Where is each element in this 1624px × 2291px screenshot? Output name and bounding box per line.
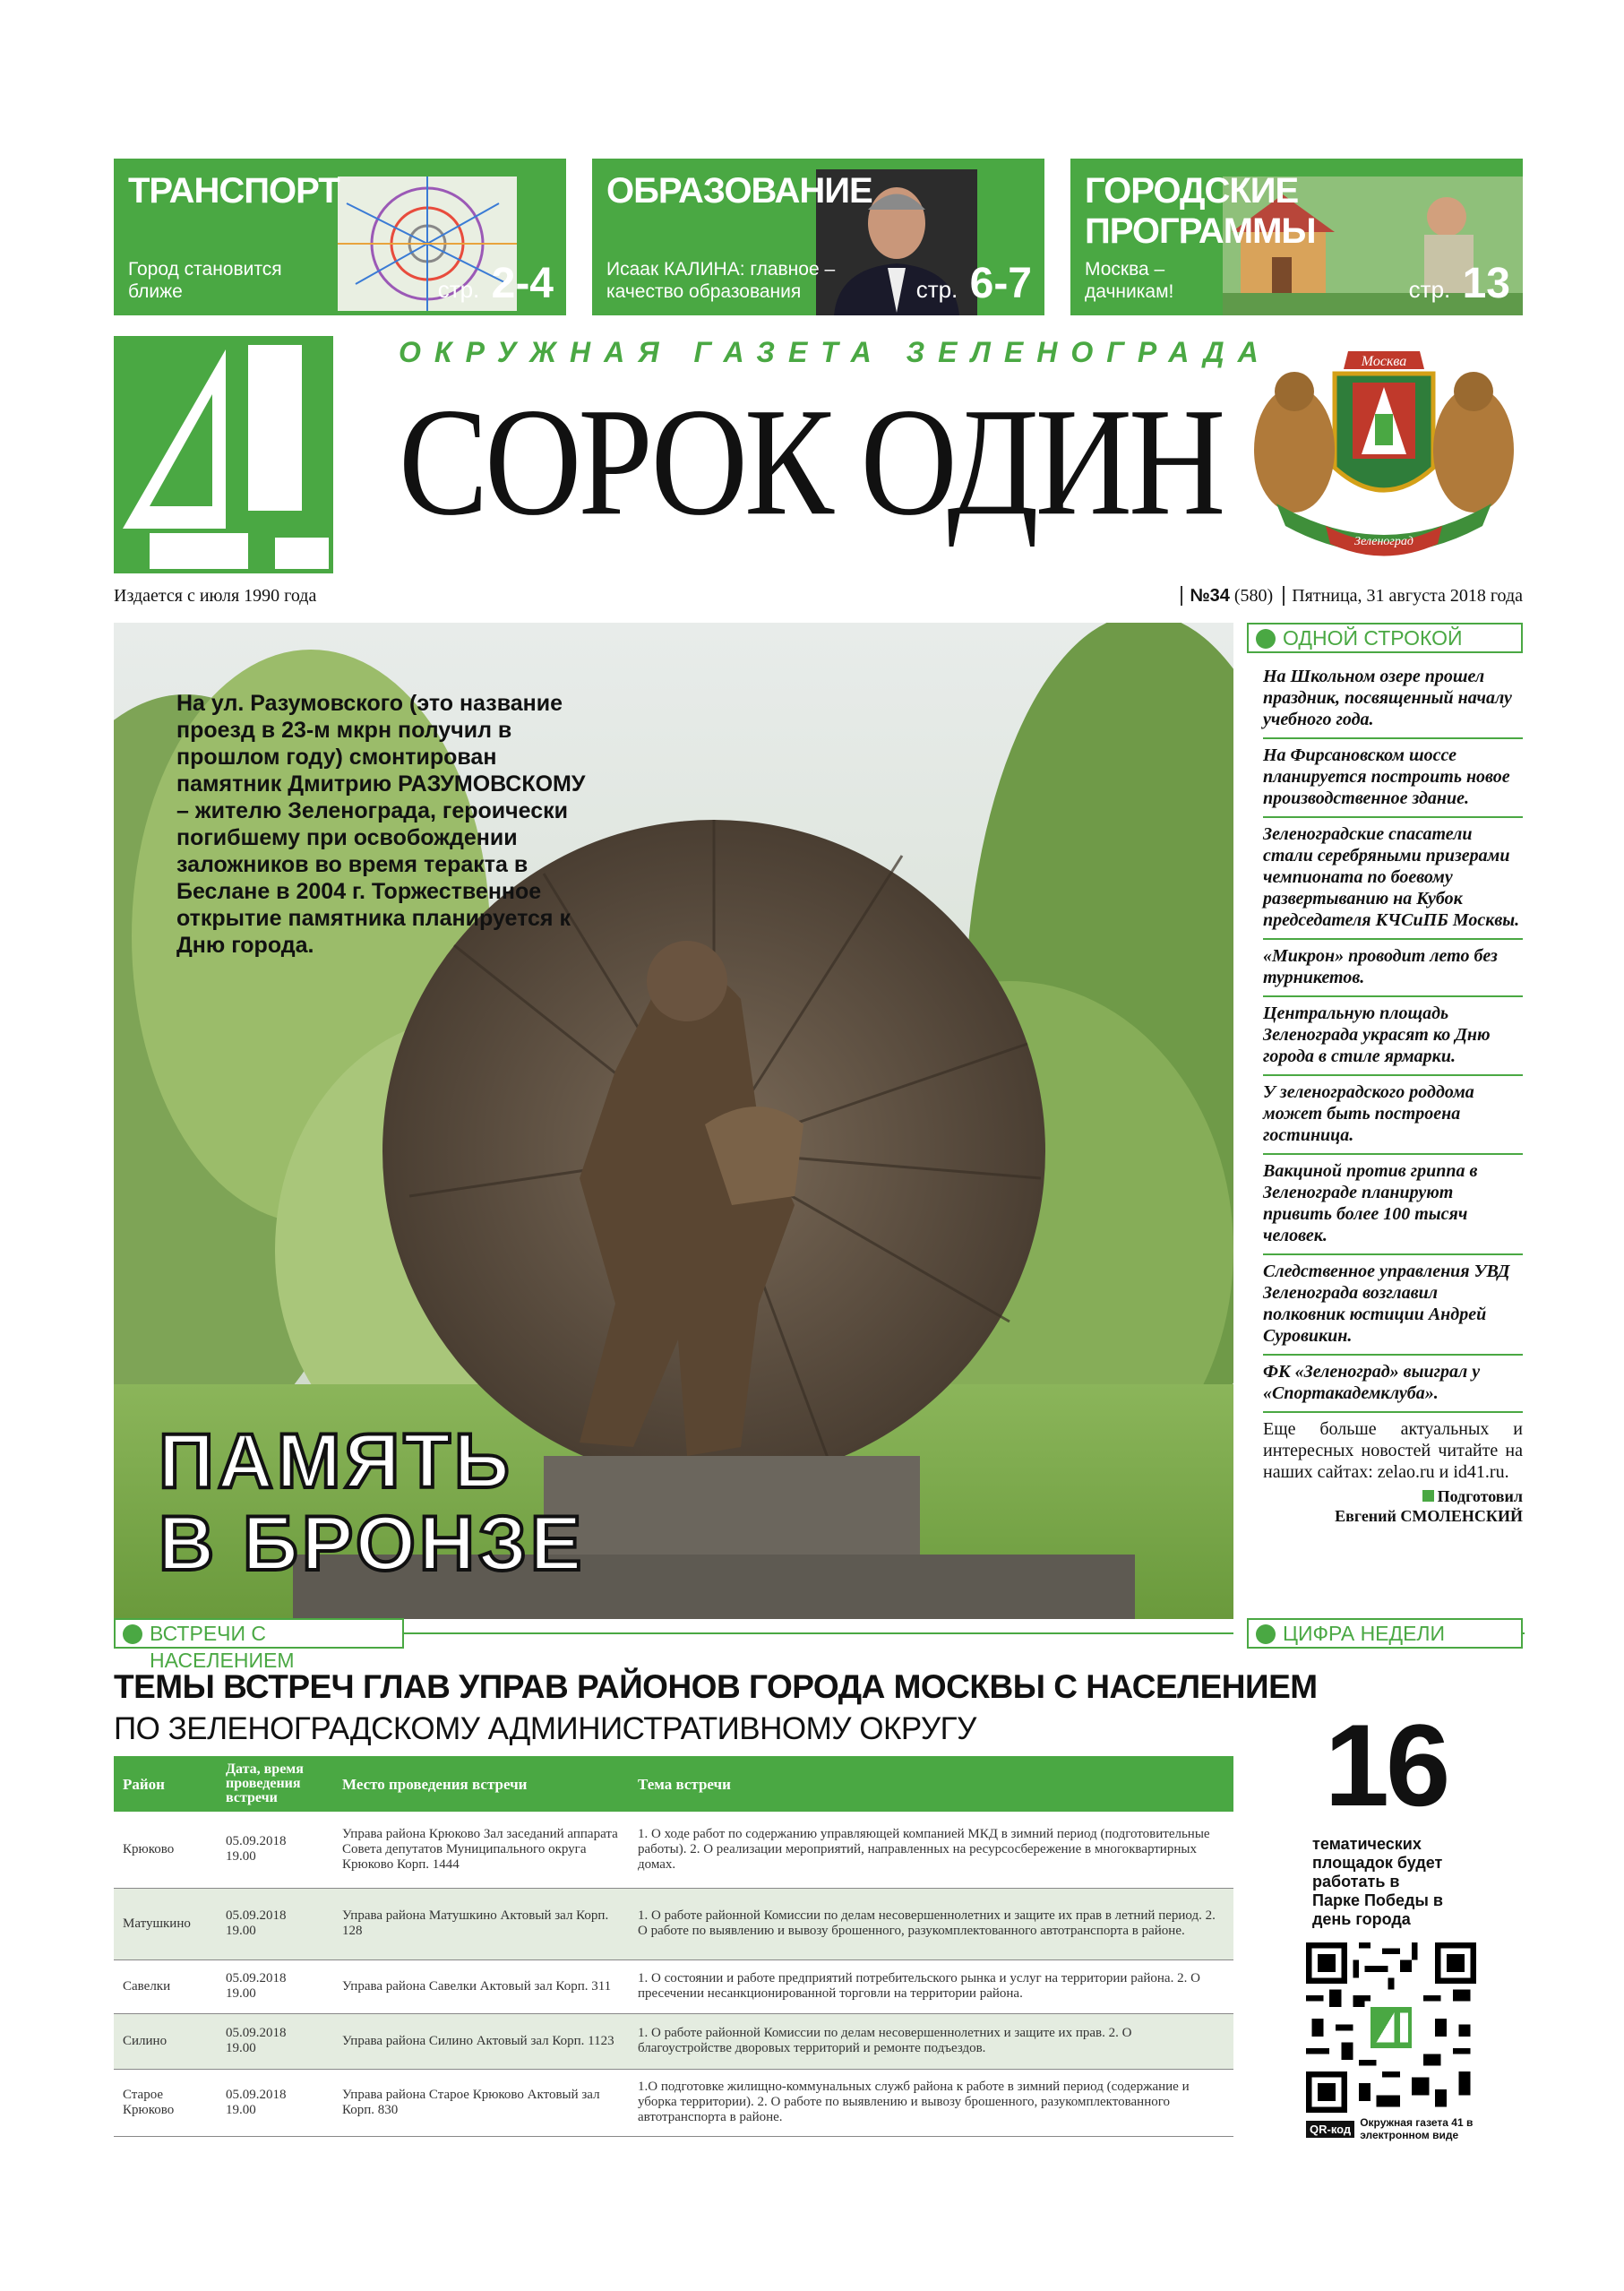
headline-line-1: ПАМЯТЬ <box>159 1418 513 1504</box>
teaser-text: Москва – дачникам! <box>1085 259 1174 302</box>
cell-topic: 1.О подготовке жилищно-коммунальных служб района к работе в зимний период (содержание и уборка территории). 2. О работе по выявлению и вывозу брошенного, разукомплектованного автотранспорта в районе. <box>629 2069 1233 2136</box>
lead-headline <box>159 1420 585 1585</box>
teaser-transport[interactable] <box>114 159 566 315</box>
cell-place: Управа района Крюково Зал заседаний аппарата Совета депутатов Муниципального округа Крюково Корп. 1444 <box>333 1812 629 1888</box>
cell-district: Матушкино <box>114 1888 217 1959</box>
meetings-label: ВСТРЕЧИ С НАСЕЛЕНИЕМ <box>114 1618 404 1649</box>
figure-number: 16 <box>1324 1700 1448 1830</box>
cell-district: Старое Крюково <box>114 2069 217 2136</box>
teaser-title: ТРАНСПОРТ <box>128 171 339 211</box>
teaser-text: Город становится ближе <box>128 259 282 302</box>
news-item[interactable]: ФК «Зеленоград» выиграл у «Спортакадемклуба». <box>1263 1356 1523 1413</box>
qr-text: Окружная газета 41 в электронном виде <box>1360 2116 1474 2141</box>
crest-top-text: Москва <box>1361 354 1407 369</box>
table-row <box>114 2013 1233 2069</box>
col-header: Район <box>114 1756 217 1812</box>
table-row <box>114 2069 1233 2136</box>
cell-topic: 1. О работе районной Комиссии по делам несовершеннолетних и защите их прав в летний период. 2. О работе по выявлению и вывозу брошенного, разукомплектованного автотранспорта в районе. <box>629 1888 1233 1959</box>
col-header: Место проведения встречи <box>333 1756 629 1812</box>
crest-bottom-text: Зеленоград <box>1354 535 1413 548</box>
cell-topic: 1. О ходе работ по содержанию управляющей компанией МКД в зимний период (подготовительные работы). 2. О реализации мероприятий, направленных на ресурсосбережение в многоквартирных домах. <box>629 1812 1233 1888</box>
teaser-title: ГОРОДСКИЕ ПРОГРАММЫ <box>1085 171 1316 251</box>
issue-date: Пятница, 31 августа 2018 года <box>1292 586 1523 606</box>
lead-intro: На ул. Разумовского (это название проезд в 23-м мкрн получил в прошлом году) смонтирован памятник Дмитрию РАЗУМОВСКОМУ – жителю Зеленограда, героически погибшему при освобождении заложников во время теракта в Беслане в 2004 г. Торжественное открытие памятника планируется к Дню города. <box>176 691 586 958</box>
news-item[interactable]: У зеленоградского роддома может быть построена гостиница. <box>1263 1076 1523 1155</box>
table-row <box>114 1888 1233 1959</box>
crest-icon <box>1241 333 1527 571</box>
news-item[interactable]: Центральную площадь Зеленограда украсят ко Дню города в стиле ярмарки. <box>1263 997 1523 1076</box>
teaser-page: стр. 6-7 <box>915 260 1032 307</box>
cell-topic: 1. О работе районной Комиссии по делам несовершеннолетних и защите их прав. 2. О благоустройстве дворовых территорий и ремонте подъездов. <box>629 2013 1233 2069</box>
table-row <box>114 1959 1233 2013</box>
teaser-text: Исаак КАЛИНА: главное – качество образования <box>606 259 836 302</box>
masthead-title: СОРОК ОДИН <box>399 376 1223 548</box>
cell-district: Савелки <box>114 1959 217 2013</box>
square-bullet-icon <box>1422 1490 1434 1502</box>
meetings-table <box>114 1756 1233 2137</box>
bullet-icon <box>1256 1624 1276 1644</box>
news-item[interactable]: Вакциной против гриппа в Зеленограде планируют привить более 100 тысяч человек. <box>1263 1155 1523 1255</box>
meetings-table-wrap <box>114 1756 1233 2137</box>
news-item[interactable]: «Микрон» проводит лето без турникетов. <box>1263 940 1523 997</box>
cell-district: Крюково <box>114 1812 217 1888</box>
more-news-text: Еще больше актуальных и интересных новостей читайте на наших сайтах: zelao.ru и id41.ru. <box>1263 1419 1523 1482</box>
cell-place: Управа района Матушкино Актовый зал Корп. 128 <box>333 1888 629 1959</box>
teaser-title: ОБРАЗОВАНИЕ <box>606 171 872 211</box>
prepared-by: Подготовил Евгений СМОЛЕНСКИЙ <box>1335 1487 1523 1525</box>
figure-text: тематических площадок будет работать в Парке Победы в день города <box>1312 1835 1443 1928</box>
cell-district: Силино <box>114 2013 217 2069</box>
lead-photo <box>114 623 1233 1619</box>
cell-place: Управа района Савелки Актовый зал Корп. 311 <box>333 1959 629 2013</box>
figure-label: ЦИФРА НЕДЕЛИ <box>1247 1618 1523 1649</box>
cell-place: Управа района Силино Актовый зал Корп. 1123 <box>333 2013 629 2069</box>
logo-41-icon <box>114 336 333 573</box>
teaser-page: стр. 13 <box>1408 260 1510 307</box>
cell-date: 05.09.2018 19.00 <box>217 1959 333 2013</box>
teaser-page: стр. 2-4 <box>437 260 554 307</box>
cell-topic: 1. О состоянии и работе предприятий потребительского рынка и услуг на территории района. 2. О пресечении несанкционированной торговли на территории района. <box>629 1959 1233 2013</box>
since-text: Издается с июля 1990 года <box>114 586 317 606</box>
meetings-title: ТЕМЫ ВСТРЕЧ ГЛАВ УПРАВ РАЙОНОВ ГОРОДА МОСКВЫ С НАСЕЛЕНИЕМ <box>114 1668 1318 1705</box>
cell-date: 05.09.2018 19.00 <box>217 2013 333 2069</box>
cell-date: 05.09.2018 19.00 <box>217 2069 333 2136</box>
teaser-education[interactable] <box>592 159 1044 315</box>
qr-badge: QR-код <box>1306 2121 1354 2138</box>
bullet-icon <box>1256 629 1276 649</box>
cell-date: 05.09.2018 19.00 <box>217 1812 333 1888</box>
bullet-icon <box>123 1624 142 1644</box>
headline-line-2: В БРОНЗЕ <box>159 1501 586 1587</box>
table-row <box>114 1812 1233 1888</box>
oneline-label: ОДНОЙ СТРОКОЙ <box>1247 623 1523 653</box>
col-header: Дата, время проведения встречи <box>217 1756 333 1812</box>
qr-code-icon[interactable] <box>1306 1942 1476 2113</box>
meetings-subtitle: ПО ЗЕЛЕНОГРАДСКОМУ АДМИНИСТРАТИВНОМУ ОКРУГУ <box>114 1711 976 1746</box>
qr-caption <box>1306 2116 1485 2141</box>
news-item[interactable]: Зеленоградские спасатели стали серебряными призерами чемпионата по боевому развертыванию на Кубок председателя КЧСиПБ Москвы. <box>1263 818 1523 940</box>
teaser-city-programs[interactable] <box>1070 159 1523 315</box>
news-item[interactable]: На Фирсановском шоссе планируется построить новое производственное здание. <box>1263 739 1523 818</box>
news-item[interactable]: Следственное управления УВД Зеленограда возглавил полковник юстиции Андрей Суровикин. <box>1263 1255 1523 1356</box>
cell-place: Управа района Старое Крюково Актовый зал Корп. 830 <box>333 2069 629 2136</box>
oneline-list <box>1263 660 1523 1526</box>
news-item[interactable]: На Школьном озере прошел праздник, посвященный началу учебного года. <box>1263 660 1523 739</box>
author-name: Евгений СМОЛЕНСКИЙ <box>1335 1507 1523 1525</box>
issue-total: (580) <box>1233 586 1274 606</box>
col-header: Тема встречи <box>629 1756 1233 1812</box>
masthead-subtitle: ОКРУЖНАЯ ГАЗЕТА ЗЕЛЕНОГРАДА <box>399 336 1272 368</box>
cell-date: 05.09.2018 19.00 <box>217 1888 333 1959</box>
issue-number: №34 <box>1190 586 1230 606</box>
issue-info <box>1181 586 1523 607</box>
